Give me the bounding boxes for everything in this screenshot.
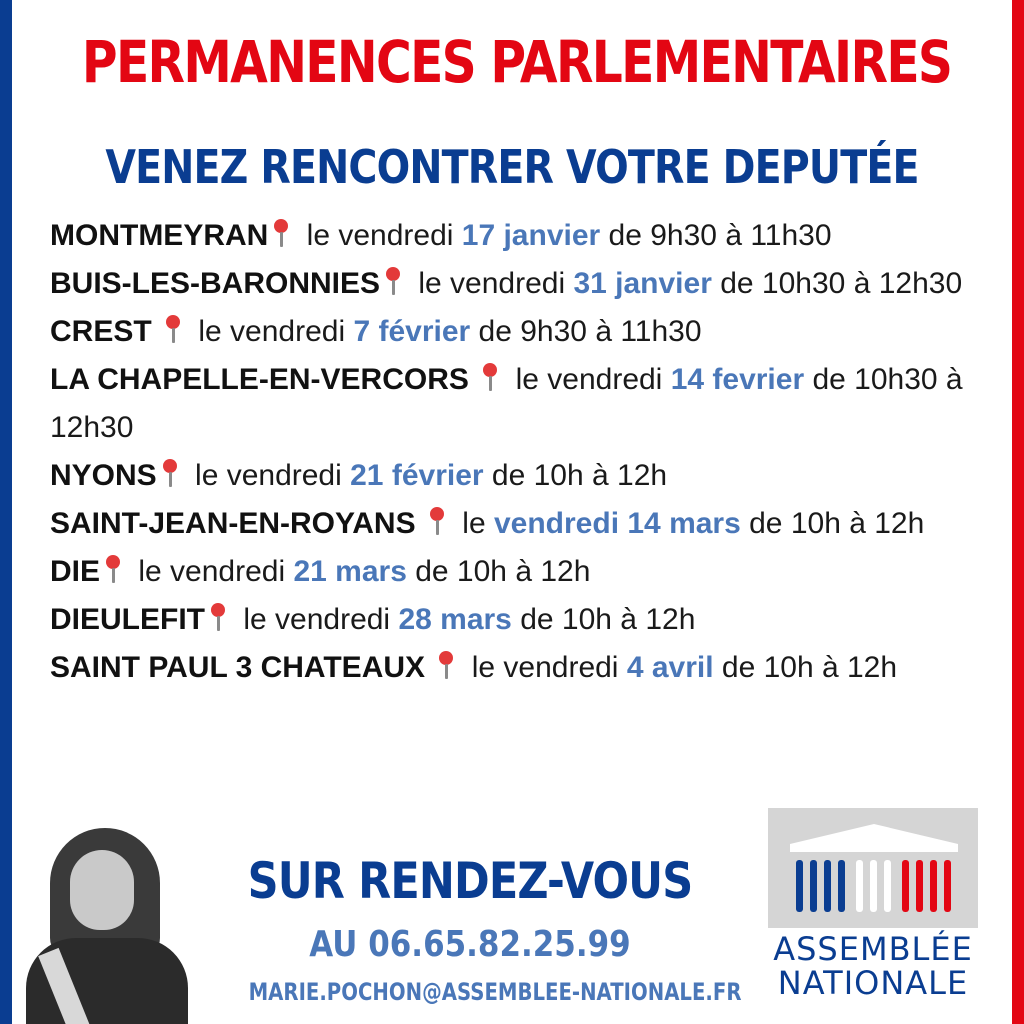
entry-date: 17 janvier [461, 219, 601, 252]
entry-hours: de 10h30 à 12h30 [50, 363, 963, 444]
entry-hours: de 9h30 à 11h30 [470, 315, 702, 348]
phone-number: AU 06.65.82.25.99 [309, 924, 631, 965]
city-name: SAINT-JEAN-EN-ROYANS [50, 507, 424, 540]
city-name: DIEULEFIT [50, 603, 205, 636]
map-pin-icon [164, 315, 182, 345]
schedule-entry [50, 500, 970, 548]
schedule-entry [50, 356, 970, 452]
city-name: CREST [50, 315, 161, 348]
logo-text-line2: NATIONALE [777, 964, 969, 1002]
tricolor-border-left [0, 0, 12, 1024]
entry-date: 4 avril [626, 651, 714, 684]
city-name: SAINT PAUL 3 CHATEAUX [50, 651, 434, 684]
map-pin-icon [104, 555, 122, 585]
city-name: NYONS [50, 459, 157, 492]
entry-date: 28 mars [398, 603, 512, 636]
page-title: PERMANENCES PARLEMENTAIRES [81, 28, 952, 96]
entry-date: 21 mars [293, 555, 407, 588]
schedule-entry [50, 308, 970, 356]
appointment-heading: SUR RENDEZ-VOUS [247, 852, 693, 910]
map-pin-icon [272, 219, 290, 249]
assemblee-nationale-logo [768, 808, 978, 1002]
map-pin-icon [428, 507, 446, 537]
schedule-list [50, 212, 970, 692]
entry-hours: de 10h à 12h [483, 459, 668, 492]
tricolor-border-right [1012, 0, 1024, 1024]
schedule-entry [50, 212, 970, 260]
city-name: BUIS-LES-BARONNIES [50, 267, 381, 300]
logo-pediment [790, 824, 958, 844]
entry-date: 31 janvier [573, 267, 712, 300]
portrait-face [70, 850, 134, 930]
logo-frieze [790, 844, 958, 852]
entry-date: 7 février [353, 315, 471, 348]
schedule-entry [50, 260, 970, 308]
entry-text: le vendredi [410, 267, 574, 300]
entry-text: le vendredi [186, 459, 351, 492]
schedule-entry [50, 644, 970, 692]
entry-hours: de 9h30 à 11h30 [600, 219, 832, 252]
city-name: LA CHAPELLE-EN-VERCORS [50, 363, 478, 396]
schedule-entry [50, 548, 970, 596]
city-name: MONTMEYRAN [50, 219, 269, 252]
entry-hours: de 10h à 12h [511, 603, 696, 636]
email-address: MARIE.POCHON@ASSEMBLEE-NATIONALE.FR [248, 978, 742, 1006]
entry-hours: de 10h à 12h [713, 651, 898, 684]
entry-hours: de 10h à 12h [740, 507, 925, 540]
entry-date: 14 fevrier [670, 363, 805, 396]
entry-text: le vendredi [463, 651, 627, 684]
entry-text: le [453, 507, 494, 540]
entry-text: le vendredi [235, 603, 399, 636]
map-pin-icon [481, 363, 499, 393]
entry-text: le vendredi [298, 219, 462, 252]
map-pin-icon [209, 603, 227, 633]
entry-hours: de 10h à 12h [406, 555, 591, 588]
map-pin-icon [161, 459, 179, 489]
entry-date: 21 février [350, 459, 484, 492]
map-pin-icon [437, 651, 455, 681]
entry-text: le vendredi [507, 363, 671, 396]
entry-hours: de 10h30 à 12h30 [711, 267, 963, 300]
page-subtitle: VENEZ RENCONTRER VOTRE DEPUTÉE [105, 140, 919, 194]
entry-text: le vendredi [130, 555, 294, 588]
entry-date: vendredi 14 mars [493, 507, 741, 540]
entry-text: le vendredi [190, 315, 354, 348]
deputy-portrait [18, 828, 188, 1024]
map-pin-icon [384, 267, 402, 297]
city-name: DIE [50, 555, 101, 588]
logo-text-line1: ASSEMBLÉE [773, 930, 973, 968]
schedule-entry [50, 596, 970, 644]
schedule-entry [50, 452, 970, 500]
logo-columns [796, 860, 952, 914]
